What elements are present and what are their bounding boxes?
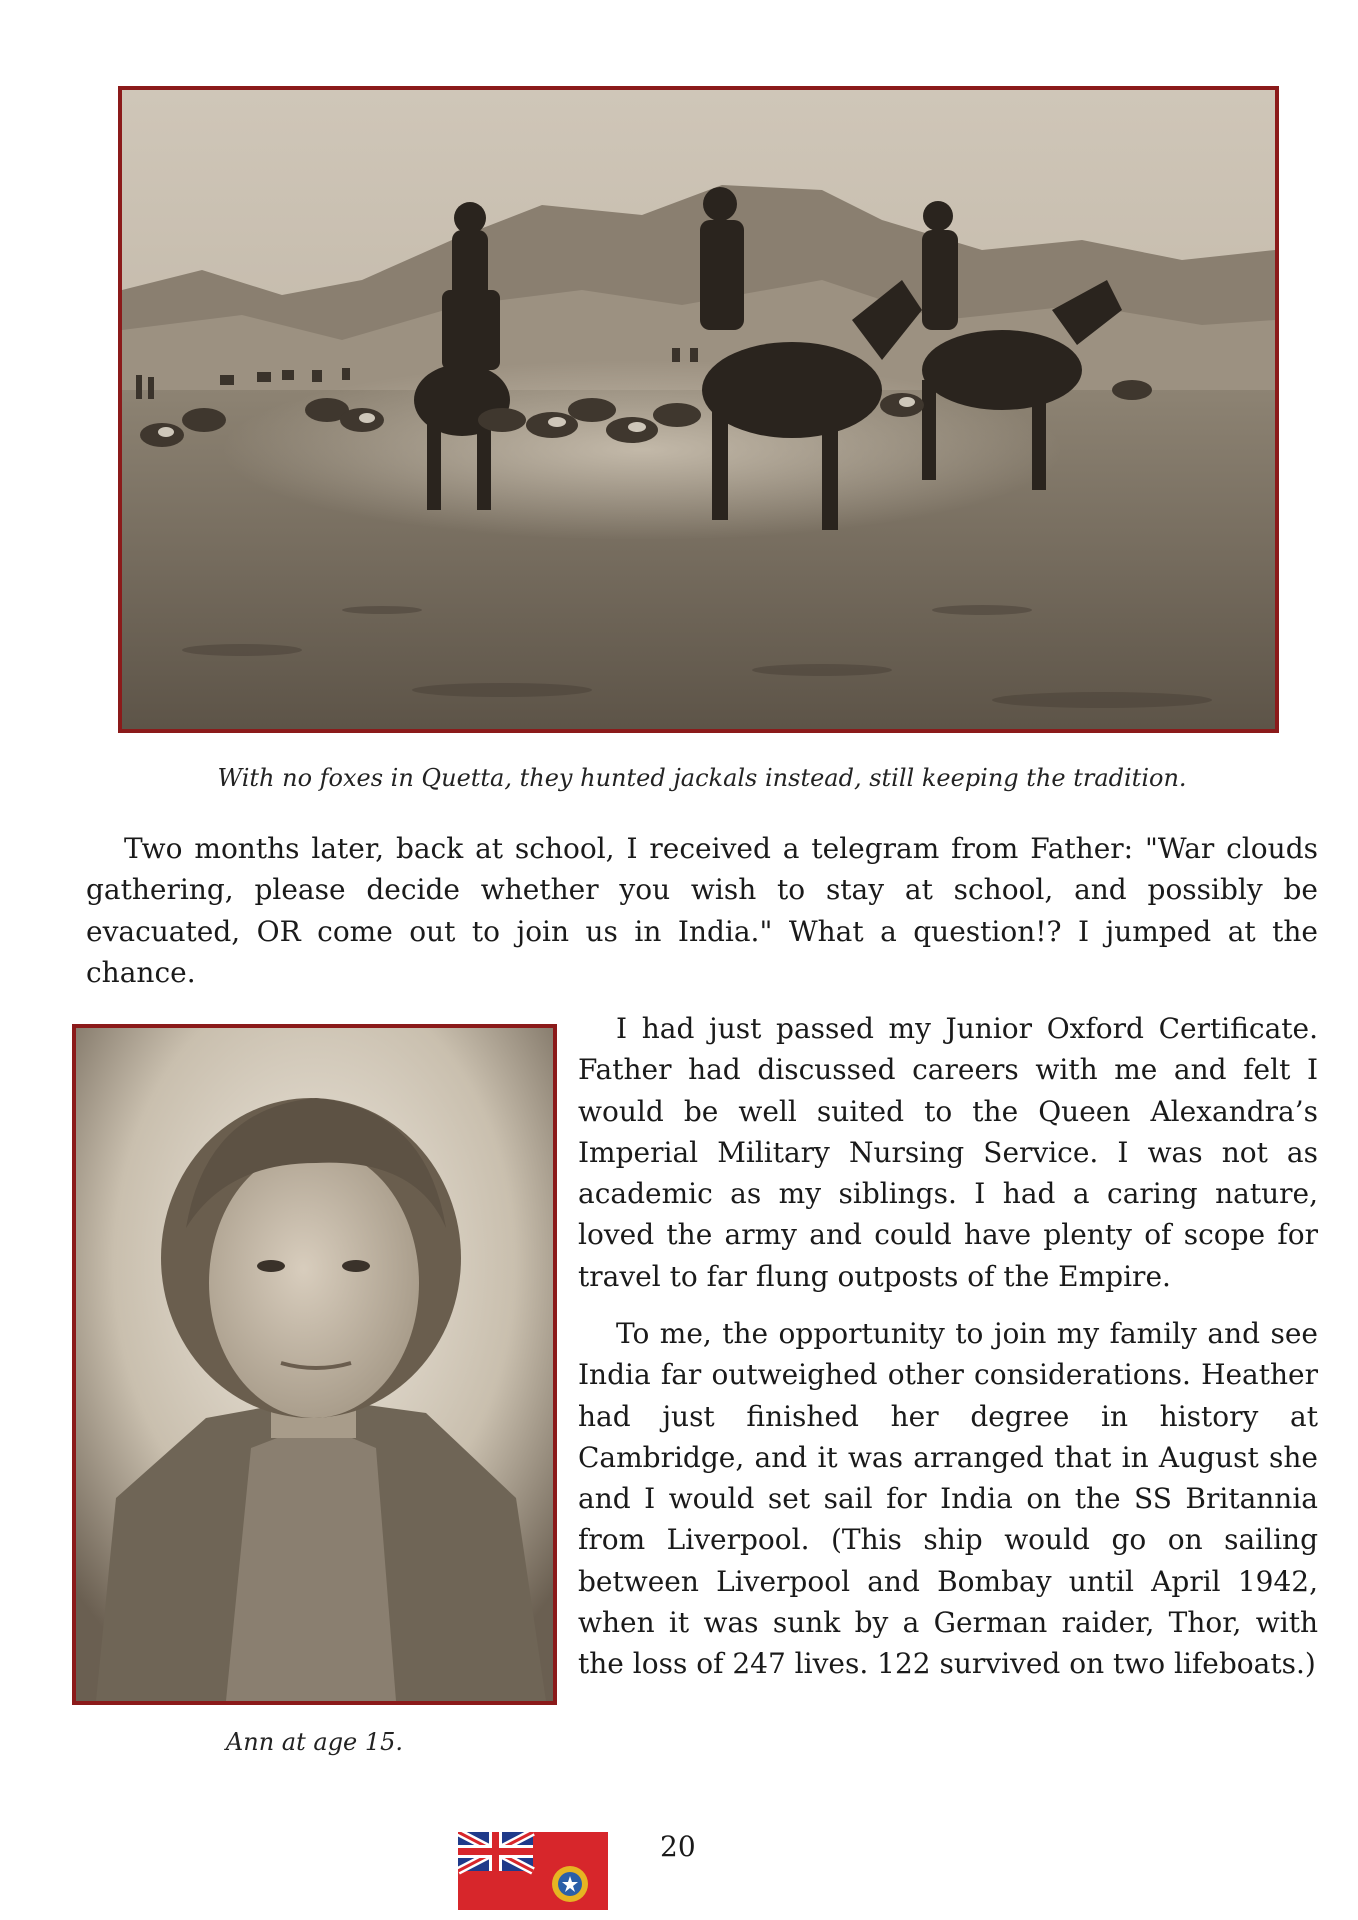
- page-number: 20: [660, 1830, 696, 1863]
- hunt-scene-image: [122, 90, 1275, 729]
- body-paragraph: Two months later, back at school, I received a telegram from Father: "War clouds gathering, please decide whether you wish to stay at school, and possibly be evacuated, OR come out to join us in India." What a question!? I jumped at the chance.: [86, 832, 1318, 989]
- flag-graphic: [458, 1832, 608, 1910]
- portrait-caption: Ann at age 15.: [225, 1728, 404, 1756]
- star-of-india-red-ensign-icon: [458, 1832, 608, 1910]
- hunt-photo: [118, 86, 1279, 733]
- body-paragraph: To me, the opportunity to join my family and see India far outweighed other considerations. Heather had just finished her degree in history at Cambridge, and it was arranged that in August she and I would set sail for India on the SS Britannia from Liverpool. (This ship would go on sailing between Liverpool and Bombay until April 1942, when it was sunk by a German raider, Thor, with the loss of 247 lives. 122 survived on two lifeboats.): [578, 1317, 1318, 1681]
- portrait-photo: [72, 1024, 557, 1705]
- photo-caption: With no foxes in Quetta, they hunted jackals instead, still keeping the tradition.: [217, 764, 1187, 792]
- body-paragraph: I had just passed my Junior Oxford Certificate. Father had discussed careers with me and felt I would be well suited to the Queen Alexandra’s Imperial Military Nursing Service. I was not as academic as my siblings. I had a caring nature, loved the army and could have plenty of scope for travel to far flung outposts of the Empire.: [578, 1012, 1318, 1293]
- portrait-image: [76, 1028, 553, 1701]
